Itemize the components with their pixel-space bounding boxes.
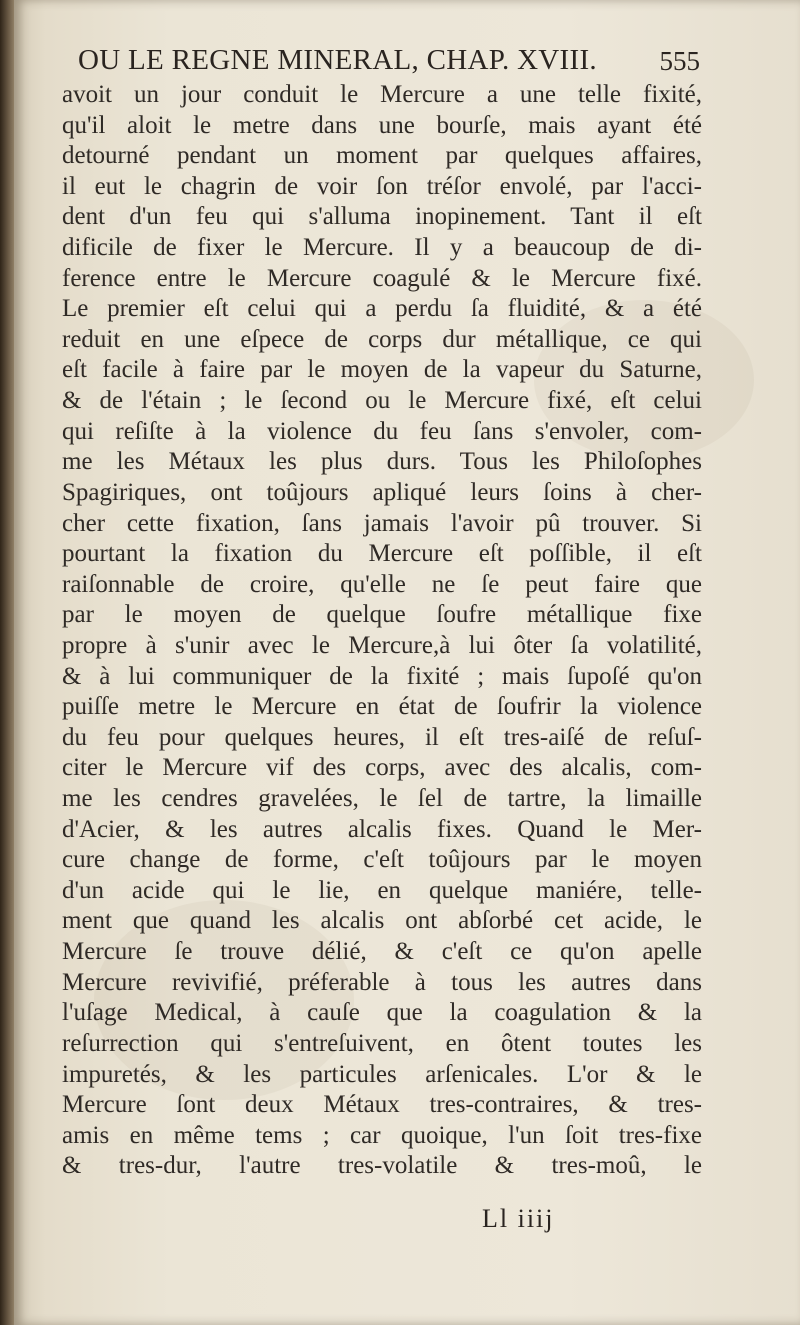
running-title: OU LE REGNE MINERAL, CHAP. XVIII. — [78, 44, 597, 76]
text-line: reſurrection qui s'entreſuivent, en ôtent toutes les — [62, 1029, 702, 1057]
text-line: raiſonnable de croire, qu'elle ne ſe peut faire que — [62, 570, 702, 598]
text-line: Mercure ſe trouve délié, & c'eſt ce qu'on apelle — [62, 938, 702, 966]
text-line: qui reſiſte à la violence du feu ſans s'envoler, com- — [62, 417, 702, 445]
text-line: amis en même tems ; car quoique, l'un ſoit tres-fixe — [62, 1121, 702, 1149]
text-line: eſt facile à faire par le moyen de la vapeur du Saturne, — [62, 356, 702, 384]
text-line: qu'il aloit le metre dans une bourſe, mais ayant été — [62, 111, 702, 139]
text-line: me les Métaux les plus durs. Tous les Philoſophes — [62, 448, 702, 476]
text-line: d'Acier, & les autres alcalis fixes. Quand le Mer- — [62, 815, 702, 843]
text-line: detourné pendant un moment par quelques affaires, — [62, 142, 702, 170]
text-line: avoit un jour conduit le Mercure a une telle fixité, — [62, 81, 702, 108]
text-line: impuretés, & les particules arſenicales. L'or & le — [62, 1060, 702, 1088]
text-line: dificile de fixer le Mercure. Il y a beaucoup de di- — [62, 234, 702, 262]
text-line: Mercure ſont deux Métaux tres-contraires, & tres- — [62, 1091, 702, 1119]
text-line: cher cette fixation, ſans jamais l'avoir pû trouver. Si — [62, 509, 702, 537]
text-line: Mercure revivifié, préferable à tous les autres dans — [62, 968, 702, 996]
page-number: 555 — [659, 46, 700, 76]
text-line: citer le Mercure vif des corps, avec des alcalis, com- — [62, 754, 702, 782]
text-line: il eut le chagrin de voir ſon tréſor envolé, par l'acci- — [62, 172, 702, 200]
text-line: l'uſage Medical, à cauſe que la coagulation & la — [62, 999, 702, 1027]
text-line: d'un acide qui le lie, en quelque maniére, telle- — [62, 876, 702, 904]
text-line: reduit en une eſpece de corps dur métallique, ce qui — [62, 325, 702, 353]
body-text — [62, 80, 702, 1182]
text-line: par le moyen de quelque ſoufre métallique fixe — [62, 601, 702, 629]
text-line: ment que quand les alcalis ont abſorbé cet acide, le — [62, 907, 702, 935]
text-line: Spagiriques, ont toûjours apliqué leurs ſoins à cher- — [62, 478, 702, 506]
text-line: & tres-dur, l'autre tres-volatile & tres-moû, le — [62, 1152, 702, 1180]
text-line: & à lui communiquer de la fixité ; mais ſupoſé qu'on — [62, 662, 702, 690]
text-line: propre à s'unir avec le Mercure,à lui ôter ſa volatilité, — [62, 631, 702, 659]
text-line: Le premier eſt celui qui a perdu ſa fluidité, & a été — [62, 295, 702, 323]
signature-mark: Ll iiij — [482, 1204, 555, 1233]
text-line: pourtant la fixation du Mercure eſt poſſible, il eſt — [62, 540, 702, 568]
book-spine — [0, 0, 14, 1325]
text-line: dent d'un feu qui s'alluma inopinement. Tant il eſt — [62, 203, 702, 231]
book-page — [14, 0, 800, 1325]
page-header — [78, 44, 698, 84]
text-line: ference entre le Mercure coagulé & le Mercure fixé. — [62, 264, 702, 292]
text-line: cure change de forme, c'eſt toûjours par le moyen — [62, 846, 702, 874]
text-line: puiſſe metre le Mercure en état de ſoufrir la violence — [62, 693, 702, 721]
text-line: me les cendres gravelées, le ſel de tartre, la limaille — [62, 785, 702, 813]
text-line: du feu pour quelques heures, il eſt tres-aiſé de reſuſ- — [62, 723, 702, 751]
text-line: & de l'étain ; le ſecond ou le Mercure fixé, eſt celui — [62, 387, 702, 415]
